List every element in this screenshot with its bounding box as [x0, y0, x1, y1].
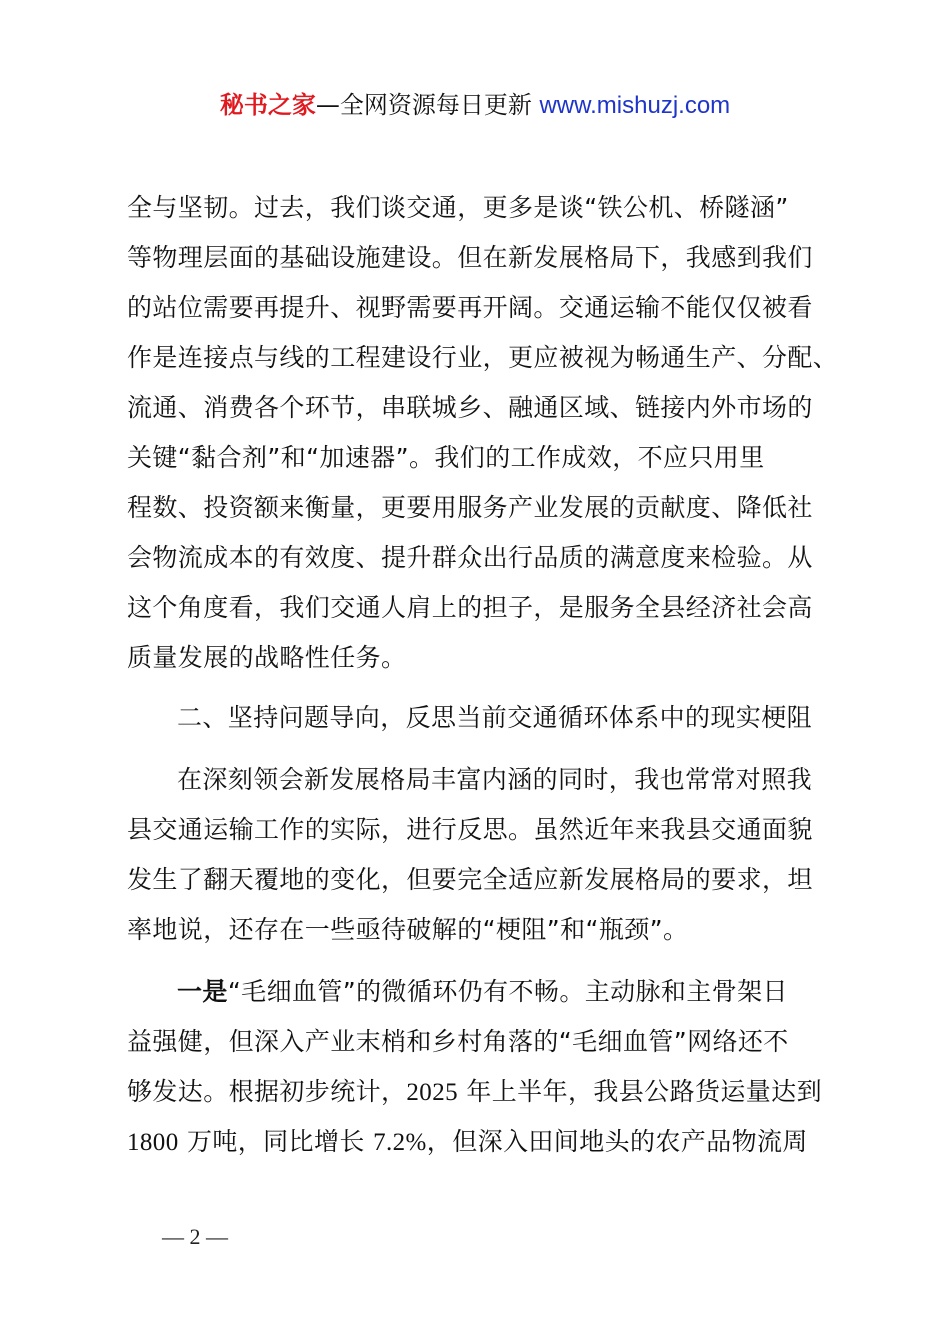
text-line: 县交通运输工作的实际，进行反思。虽然近年来我县交通面貌 [127, 815, 813, 844]
page-number: — 2 — [162, 1224, 228, 1249]
text-line [127, 1117, 847, 1167]
text-line [127, 1067, 847, 1117]
text-line: 作是连接点与线的工程建设行业，更应被视为畅通生产、分配、 [127, 343, 839, 372]
growth-rate-value: 7.2% [373, 1129, 427, 1156]
section-heading-text: 二、坚持问题导向，反思当前交通循环体系中的现实梗阻 [177, 703, 813, 732]
text-run: 年上半年，我县公路货运量达到 [458, 1077, 822, 1106]
text-line: 率地说，还存在一些亟待破解的“梗阻”和“瓶颈”。 [127, 915, 689, 944]
text-line: 等物理层面的基础设施建设。但在新发展格局下，我感到我们 [127, 243, 813, 272]
freight-volume-value: 1800 [127, 1129, 179, 1156]
text-line: 全与坚韧。过去，我们谈交通，更多是谈“铁公机、桥隧涵” [127, 193, 789, 222]
text-run: “毛细血管”的微循环仍有不畅。主动脉和主骨架日 [227, 977, 788, 1006]
text-run: 万吨，同比增长 [178, 1127, 374, 1156]
lead-label: 一是 [177, 977, 228, 1006]
text-line: 关键“黏合剂”和“加速器”。我们的工作成效，不应只用里 [127, 443, 765, 472]
site-header [0, 88, 950, 123]
paragraph-reflection [127, 755, 847, 955]
text-line: 质量发展的战略性任务。 [127, 643, 407, 672]
text-run: 够发达。根据初步统计， [127, 1077, 407, 1106]
text-line: 这个角度看，我们交通人肩上的担子，是服务全县经济社会高 [127, 593, 813, 622]
text-line: 会物流成本的有效度、提升群众出行品质的满意度来检验。从 [127, 543, 813, 572]
paragraph-transport-role [127, 183, 847, 683]
text-line: 益强健，但深入产业末梢和乡村角落的“毛细血管”网络还不 [127, 1027, 789, 1056]
text-line: 发生了翻天覆地的变化，但要完全适应新发展格局的要求，坦 [127, 865, 813, 894]
year-value: 2025 [406, 1079, 459, 1106]
header-slogan: —全网资源每日更新 [315, 91, 540, 119]
brand-name: 秘书之家 [219, 91, 316, 119]
section-heading [127, 693, 847, 743]
text-line: 程数、投资额来衡量，更要用服务产业发展的贡献度、降低社 [127, 493, 813, 522]
paragraph-capillary [127, 967, 847, 1167]
text-line: 的站位需要再提升、视野需要再开阔。交通运输不能仅仅被看 [127, 293, 813, 322]
text-line: 在深刻领会新发展格局丰富内涵的同时，我也常常对照我 [177, 765, 813, 794]
text-line [127, 967, 847, 1017]
text-run: ，但深入田间地头的农产品物流周 [426, 1127, 808, 1156]
text-line: 流通、消费各个环节，串联城乡、融通区域、链接内外市场的 [127, 393, 813, 422]
site-url: www.mishuzj.com [539, 92, 731, 119]
